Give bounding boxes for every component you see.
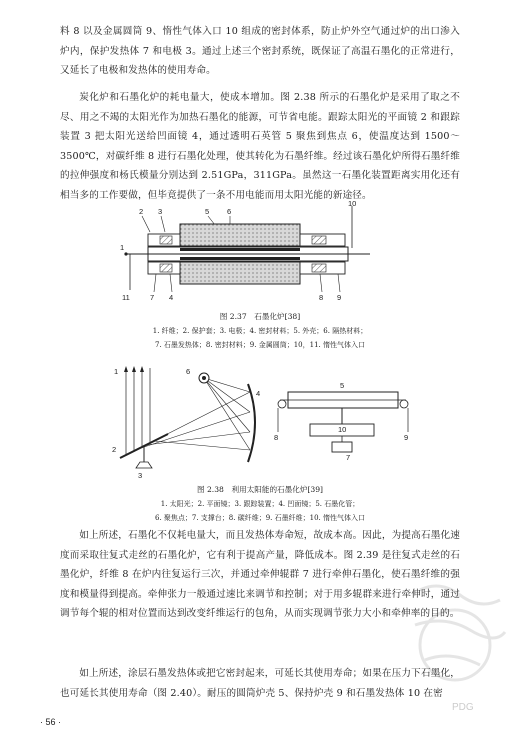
fig238-label-3: 3 (138, 471, 143, 480)
fig238-label-6: 6 (186, 367, 191, 376)
paragraph-2: 炭化炉和石墨化炉的耗电量大，使成本增加。图 2.38 所示的石墨化炉是采用了取之不尽、用之不竭的太阳光作为加热石墨化的能源，可节省电能。跟踪太阳光的平面镜 2 和跟踪装置 3 把太阳光送给凹面镜 4，通过透明石英管 5 聚焦到焦点 6，使温度达到 1500～3500℃，对碳纤维 8 进行石墨化处理，使其转化为石墨纤维。经过该石墨化炉所得石墨纤维的拉伸强度和杨氏模量分别达到 2.51GPa，311GPa。虽然这一石墨化装置距离实用化还有相当多的工作要做，但毕竟提供了一条不用电能而用太阳光能的新途径。 (60, 92, 460, 201)
fig237-label-10: 10 (348, 200, 357, 208)
paragraph-3: 如上所述，石墨化不仅耗电量大，而且发热体寿命短，故成本高。因此，为提高石墨化速度而采取往复式走丝的石墨化炉，它有利于提高产量，降低成本。图 2.39 是往复式走丝的石墨化炉，纤维 8 在炉内往复运行三次，并通过牵伸辊群 7 进行牵伸石墨化，使石墨纤维的强度和模量得到提高。牵伸张力一般通过速比来调节和控制；对于用多辊群来进行牵伸时，通过调节每个辊的相对位置而达到改变纤维运行的包角，从而实现调节张力大小和牵伸率的目的。 (60, 530, 460, 620)
fig238-label-4: 4 (256, 389, 261, 398)
fig238-label-9: 9 (404, 433, 409, 442)
watermark-text: PDG (452, 702, 474, 713)
fig237-label-7: 7 (150, 293, 155, 302)
figure-2-38-legend-line-2: 6. 聚焦点；7. 支撑台；8. 碳纤维；9. 石墨纤维；10. 惰性气体入口 (155, 514, 365, 522)
fig237-label-11: 11 (122, 293, 130, 302)
fig238-label-7: 7 (346, 453, 351, 462)
paragraph-4: 如上所述，涂层石墨发热体或把它密封起来，可延长其使用寿命；如果在压力下石墨化，也可延长其使用寿命（图 2.40）。耐压的圆筒炉壳 5、保持炉壳 9 和石墨发热体 10 在密 (60, 668, 460, 699)
figure-2-37-diagram (120, 200, 380, 305)
fig238-label-8: 8 (274, 433, 279, 442)
figure-2-37-legend-line-1: 1. 纤维；2. 保护套；3. 电极；4. 密封材料；5. 外壳；6. 隔热材料； (152, 327, 368, 335)
figure-2-38-caption: 图 2.38 利用太阳能的石墨化炉[39] (196, 485, 324, 494)
fig237-label-1: 1 (120, 243, 125, 252)
library-watermark (400, 570, 510, 720)
fig237-label-4: 4 (169, 293, 174, 302)
fig237-label-9: 9 (337, 293, 342, 302)
figure-2-37-legend-line-2: 7. 石墨发热体；8. 密封材料；9. 金属圆筒；10，11. 惰性气体入口 (155, 341, 365, 349)
fig237-label-3: 3 (158, 207, 163, 216)
fig237-label-2: 2 (139, 207, 144, 216)
fig237-label-5: 5 (205, 207, 210, 216)
fig237-label-6: 6 (227, 207, 232, 216)
fig238-label-10: 10 (338, 425, 347, 434)
fig237-label-8: 8 (319, 293, 324, 302)
fig238-label-1: 1 (114, 367, 119, 376)
figure-2-38-legend-line-1: 1. 太阳光；2. 平面镜；3. 跟踪装置；4. 凹面镜；5. 石墨化管； (160, 500, 360, 508)
page-number: · 56 · (40, 717, 62, 727)
fig238-label-5: 5 (340, 381, 345, 390)
fig238-label-2: 2 (112, 445, 117, 454)
paragraph-1: 料 8 以及金属圆筒 9、惰性气体入口 10 组成的密封体系，防止炉外空气通过炉的出口渗入炉内，保护发热体 7 和电极 3。通过上述三个密封系统，既保证了高温石墨化的正常进行，又延长了电极和发热体的使用寿命。 (60, 26, 460, 77)
figure-2-38-diagram (110, 362, 410, 480)
figure-2-37-caption: 图 2.37 石墨化炉[38] (219, 312, 301, 321)
